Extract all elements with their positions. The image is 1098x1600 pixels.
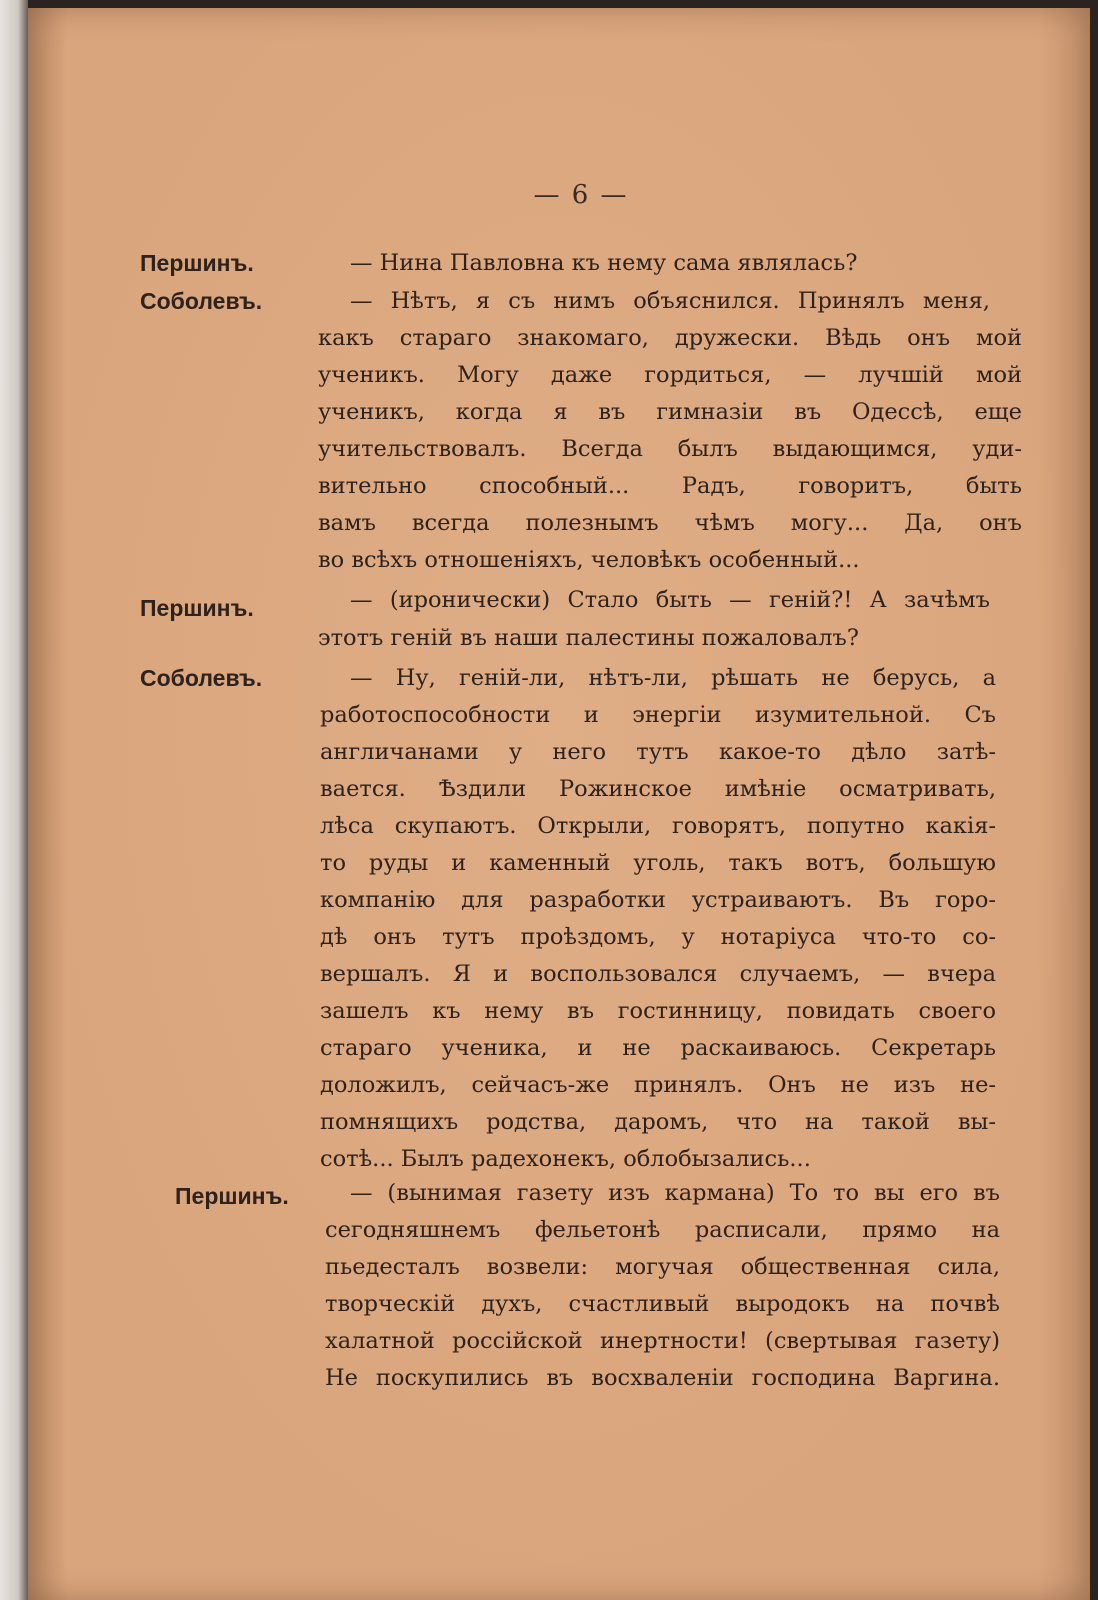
speaker-label: Першинъ. — [140, 250, 254, 276]
text-line: ученикъ. Могу даже гордиться, — лучшій мой — [318, 362, 1022, 388]
speaker-label: Соболевъ. — [140, 288, 263, 314]
text-line: творческій духъ, счастливый выродокъ на почвѣ — [325, 1291, 1000, 1317]
text-line: зашелъ къ нему въ гостинницу, повидать своего — [320, 998, 996, 1024]
text-line: какъ стараго знакомаго, дружески. Вѣдь онъ мой — [318, 325, 1022, 351]
text-line: англичанами у него тутъ какое-то дѣло затѣ- — [320, 739, 996, 765]
text-line: — (вынимая газету изъ кармана) То то вы его въ — [350, 1180, 1000, 1206]
text-line: сегодняшнемъ фельетонѣ расписали, прямо на — [325, 1217, 1000, 1243]
text-line: компанію для разработки устраиваютъ. Въ горо- — [320, 887, 996, 913]
text-line: ученикъ, когда я въ гимназіи въ Одессѣ, еще — [318, 399, 1022, 425]
text-line: помнящихъ родства, даромъ, что на такой вы- — [320, 1109, 996, 1135]
page-number: — 6 — — [533, 180, 629, 210]
text-line: стараго ученика, и не раскаиваюсь. Секретарь — [320, 1035, 996, 1061]
speaker-label: Першинъ. — [140, 595, 254, 621]
text-line: дѣ онъ тутъ проѣздомъ, у нотаріуса что-то со- — [320, 924, 996, 950]
text-line: — Нѣтъ, я съ нимъ объяснился. Принялъ меня, — [350, 288, 990, 314]
speaker-label: Соболевъ. — [140, 665, 263, 691]
text-line: то руды и каменный уголь, такъ вотъ, большую — [320, 850, 996, 876]
text-line: — (иронически) Стало быть — геній?! А зачѣмъ — [350, 587, 990, 613]
text-line: вается. Ѣздили Рожинское имѣніе осматривать, — [320, 776, 996, 802]
text-line: — Ну, геній-ли, нѣтъ-ли, рѣшать не берусь, а — [350, 665, 996, 691]
text-line: халатной россійской инертности! (свертывая газету) — [325, 1328, 1000, 1354]
text-line: пьедесталъ возвели: могучая общественная сила, — [325, 1254, 1000, 1280]
text-line: этотъ геній въ наши палестины пожаловалъ? — [318, 625, 859, 651]
text-line: — Нина Павловна къ нему сама являлась? — [350, 250, 858, 276]
text-line: вершалъ. Я и воспользовался случаемъ, — вчера — [320, 961, 996, 987]
text-line: сотѣ... Былъ радехонекъ, облобызались... — [320, 1146, 811, 1172]
text-line: учительствовалъ. Всегда былъ выдающимся, уди- — [318, 436, 1022, 462]
text-line: Не поскупились въ восхваленіи господина Варгина. — [325, 1365, 1000, 1391]
left-binding-strip — [0, 0, 28, 1600]
text-line: вамъ всегда полезнымъ чѣмъ могу... Да, онъ — [318, 510, 1022, 536]
text-line: во всѣхъ отношеніяхъ, человѣкъ особенный... — [318, 547, 860, 573]
speaker-label: Першинъ. — [175, 1183, 289, 1209]
text-line: вительно способный... Радъ, говоритъ, быть — [318, 473, 1022, 499]
text-line: работоспособности и энергіи изумительной. Съ — [320, 702, 996, 728]
text-line: доложилъ, сейчасъ-же принялъ. Онъ не изъ не- — [320, 1072, 996, 1098]
text-line: лѣса скупаютъ. Открыли, говорятъ, попутно какія- — [320, 813, 996, 839]
